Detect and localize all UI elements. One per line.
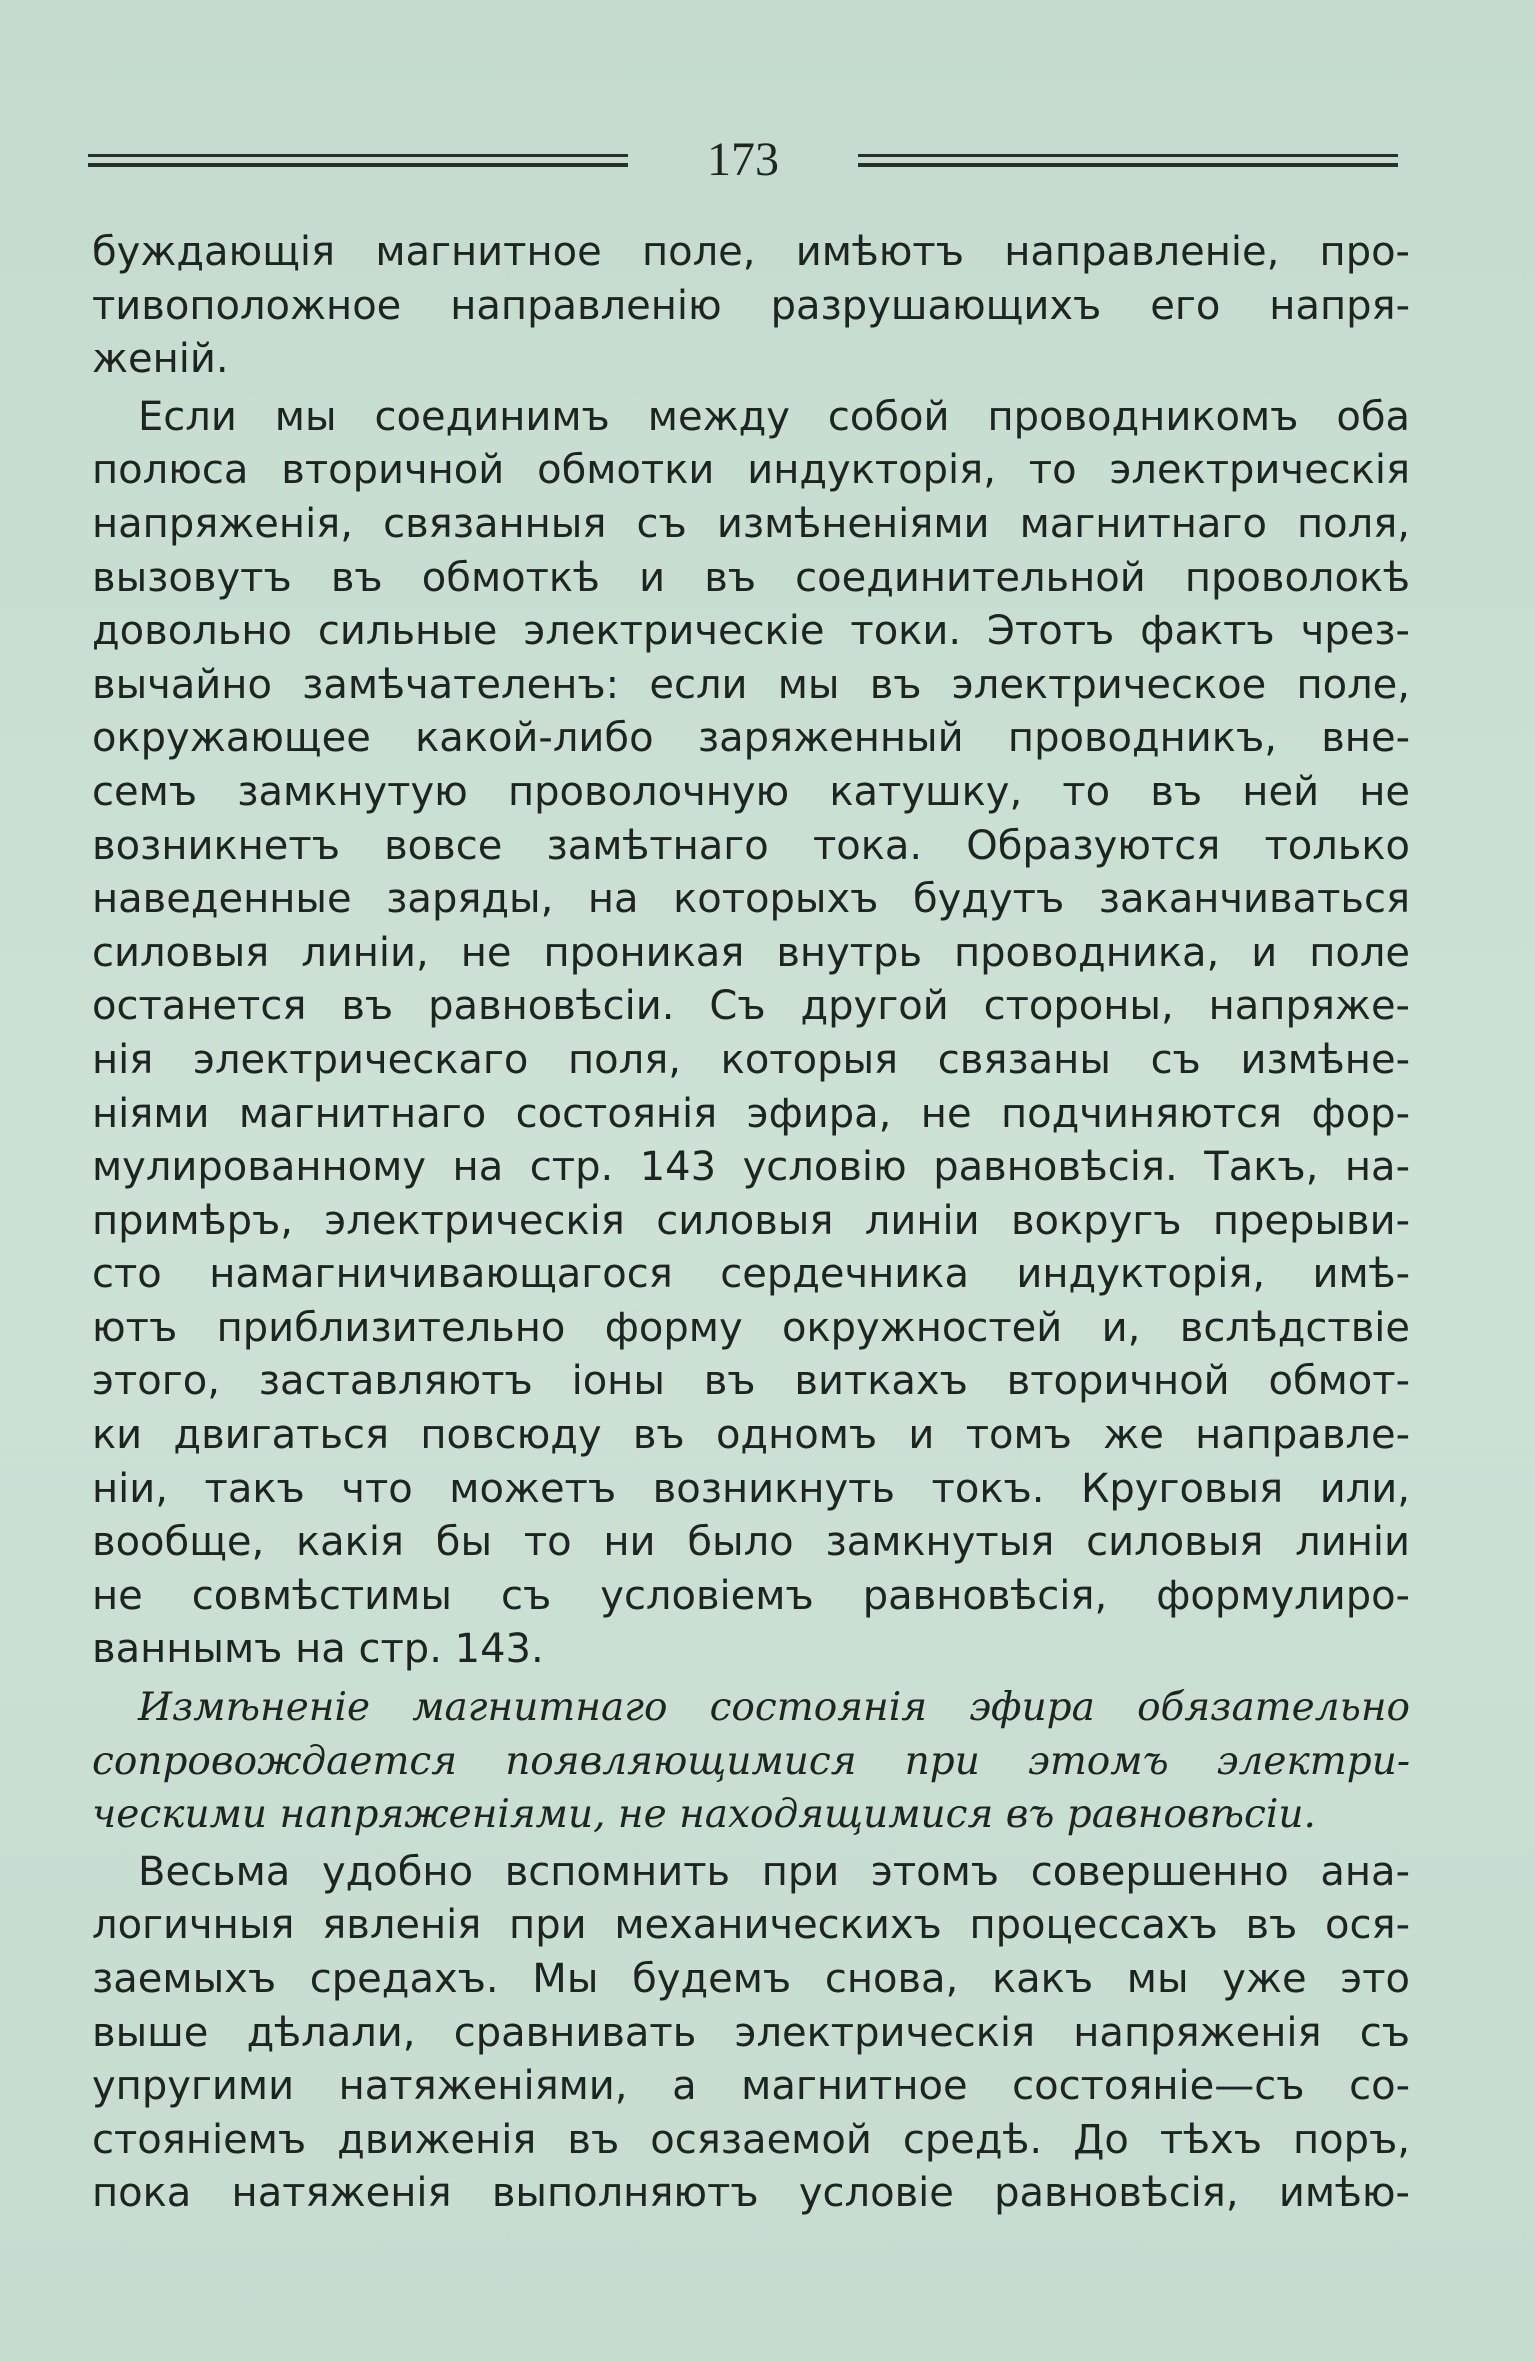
text-line: наведенные заряды, на которыхъ будутъ заканчиваться	[92, 876, 1410, 923]
text-line: выше дѣлали, сравнивать электрическія напряженія съ	[92, 2009, 1410, 2056]
text-line: тивоположное направленію разрушающихъ его напря-	[92, 282, 1410, 329]
text-line: Измѣненіе магнитнаго состоянія эфира обязательно	[138, 1685, 1410, 1731]
body-text	[92, 226, 1410, 2225]
text-line: ніи, такъ что можетъ возникнуть токъ. Круговыя или,	[92, 1465, 1410, 1512]
text-line: полюса вторичной обмотки индукторія, то электрическія	[92, 447, 1410, 494]
paragraph	[92, 391, 1410, 1677]
text-line: семъ замкнутую проволочную катушку, то въ ней не	[92, 768, 1410, 815]
text-line: буждающія магнитное поле, имѣютъ направленіе, про-	[92, 229, 1410, 275]
text-line: мулированному на стр. 143 условію равновѣсія. Такъ, на-	[92, 1144, 1410, 1191]
text-line: вычайно замѣчателенъ: если мы въ электрическое поле,	[92, 661, 1410, 708]
text-line: довольно сильные электрическіе токи. Этотъ фактъ чрез-	[92, 608, 1410, 655]
text-line: ваннымъ на стр. 143.	[92, 1626, 544, 1673]
text-line: Весьма удобно вспомнить при этомъ совершенно ана-	[138, 1848, 1410, 1895]
text-line: ніями магнитнаго состоянія эфира, не подчиняются фор-	[92, 1090, 1410, 1137]
text-line: вообще, какія бы то ни было замкнутыя силовыя линіи	[92, 1519, 1410, 1566]
italic-statement-paragraph	[92, 1681, 1410, 1842]
text-line: окружающее какой-либо заряженный проводникъ, вне-	[92, 715, 1410, 762]
text-line: ютъ приблизительно форму окружностей и, вслѣдствіе	[92, 1304, 1410, 1351]
paragraph	[92, 226, 1410, 387]
text-line: заемыхъ средахъ. Мы будемъ снова, какъ мы уже это	[92, 1956, 1410, 2002]
header-rule-right	[858, 154, 1398, 170]
text-line: нія электрическаго поля, которыя связаны съ измѣне-	[92, 1036, 1410, 1083]
text-line: женій.	[92, 336, 229, 383]
text-line: Если мы соединимъ между собой проводникомъ оба	[138, 393, 1410, 440]
text-line: ки двигаться повсюду въ одномъ и томъ же направле-	[92, 1412, 1410, 1459]
text-line: упругими натяженіями, а магнитное состояніе—съ со-	[92, 2063, 1410, 2110]
text-line: сто намагничивающагося сердечника индукторія, имѣ-	[92, 1251, 1410, 1298]
page-header	[88, 128, 1398, 198]
text-line: примѣръ, электрическія силовыя линіи вокругъ прерыви-	[92, 1197, 1410, 1244]
page-number: 173	[707, 133, 779, 186]
text-line: стояніемъ движенія въ осязаемой средѣ. До тѣхъ поръ,	[92, 2116, 1410, 2163]
text-line: напряженія, связанныя съ измѣненіями магнитнаго поля,	[92, 500, 1410, 547]
text-line: ческими напряженіями, не находящимися въ равновѣсіи.	[92, 1792, 1316, 1838]
text-line: вызовутъ въ обмоткѣ и въ соединительной проволокѣ	[92, 554, 1410, 601]
text-line: логичныя явленія при механическихъ процессахъ въ ося-	[92, 1902, 1410, 1949]
text-line: возникнетъ вовсе замѣтнаго тока. Образуются только	[92, 822, 1410, 869]
text-line: останется въ равновѣсіи. Съ другой стороны, напряже-	[92, 983, 1410, 1030]
paragraph	[92, 1846, 1410, 2221]
text-line: пока натяженія выполняютъ условіе равновѣсія, имѣю-	[92, 2170, 1410, 2217]
text-line: не совмѣстимы съ условіемъ равновѣсія, формулиро-	[92, 1572, 1410, 1619]
text-line: силовыя линіи, не проникая внутрь проводника, и поле	[92, 929, 1410, 976]
text-line: этого, заставляютъ іоны въ виткахъ вторичной обмот-	[92, 1358, 1410, 1405]
text-line: сопровождается появляющимися при этомъ электри-	[92, 1738, 1410, 1784]
